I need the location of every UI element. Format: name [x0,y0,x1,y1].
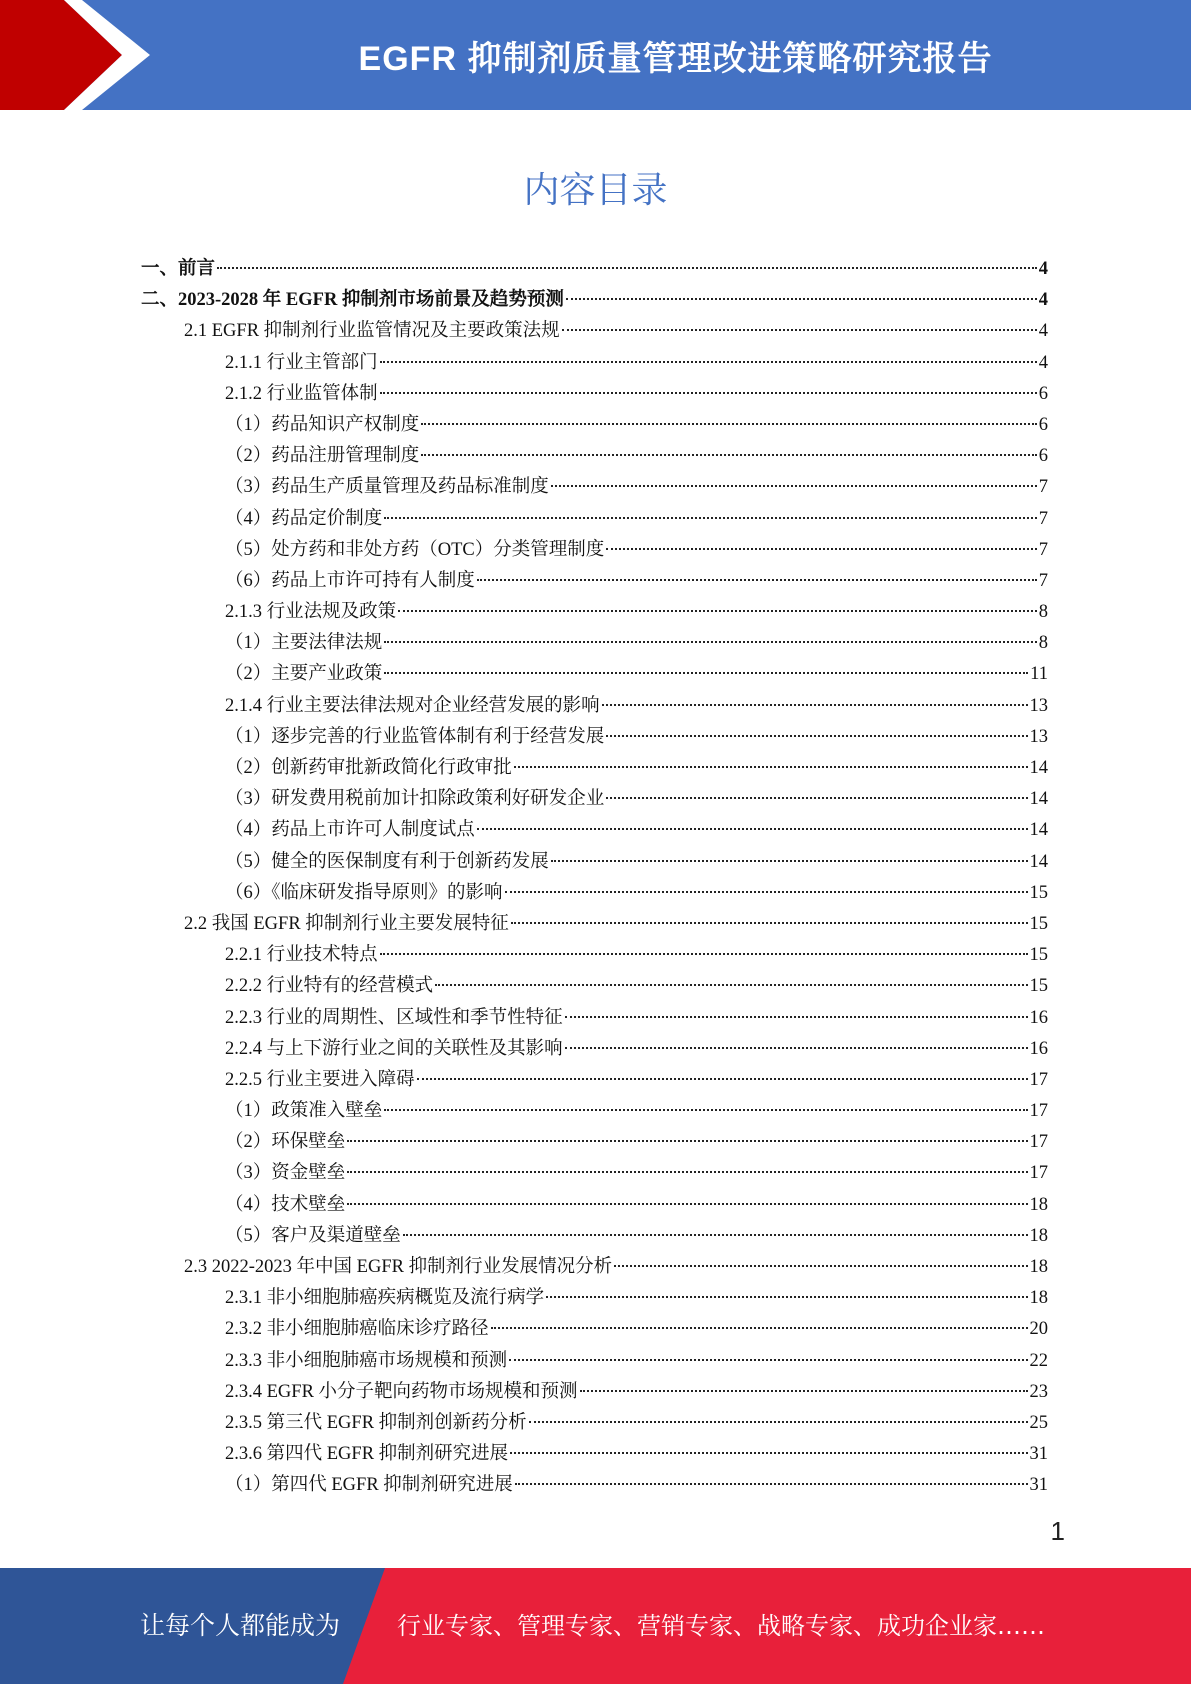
toc-dot-leader [477,828,1028,830]
toc-entry[interactable] [141,659,1048,690]
toc-dot-leader [566,298,1037,300]
toc-entry-label: 2.3.4 EGFR 小分子靶向药物市场规模和预测 [225,1381,578,1402]
toc-entry-page: 15 [1029,882,1048,903]
toc-dot-leader [403,1234,1028,1236]
toc-entry-label: （3）药品生产质量管理及药品标准制度 [225,477,549,498]
toc-dot-leader [398,610,1037,612]
toc-dot-leader [514,766,1028,768]
toc-entry[interactable] [141,379,1048,410]
toc-entry-label: （3）研发费用税前加计扣除政策利好研发企业 [225,789,605,810]
toc-entry-label: 2.2.3 行业的周期性、区域性和季节性特征 [225,1007,563,1028]
toc-entry[interactable] [141,1377,1048,1408]
toc-entry-page: 14 [1029,758,1048,778]
toc-entry-page: 16 [1029,1038,1048,1059]
toc-dot-leader [435,984,1027,986]
toc-entry-label: （4）药品定价制度 [225,508,383,529]
toc-entry[interactable] [141,316,1048,347]
toc-dot-leader [565,1016,1028,1018]
toc-entry-page: 17 [1029,1069,1048,1090]
toc-entry[interactable] [141,1470,1048,1501]
toc-entry-label: 2.1 EGFR 抑制剂行业监管情况及主要政策法规 [184,321,560,342]
toc-entry[interactable] [141,1003,1048,1034]
toc-entry-page: 15 [1029,976,1048,997]
toc-entry-page: 6 [1038,446,1048,467]
toc-entry-page: 6 [1038,383,1048,404]
toc-entry-page: 15 [1029,913,1048,934]
toc-entry-label: （1）逐步完善的行业监管体制有利于经营发展 [225,726,605,747]
toc-entry-page: 4 [1038,352,1048,373]
toc-entry-label: 2.2 我国 EGFR 抑制剂行业主要发展特征 [184,913,509,934]
toc-dot-leader [602,704,1028,706]
toc-entry-label: 一、前言 [141,259,216,279]
toc-dot-leader [347,1171,1027,1173]
toc-dot-leader [380,953,1028,955]
toc-entry[interactable] [141,1096,1048,1127]
toc-dot-leader [529,1421,1028,1423]
toc-entry[interactable] [141,1034,1048,1065]
toc-entry[interactable] [141,566,1048,597]
toc-dot-leader [384,672,1028,674]
toc-dot-leader [606,548,1036,550]
toc-dot-leader [421,454,1036,456]
toc-entry[interactable] [141,1158,1048,1189]
toc-dot-leader [384,1109,1027,1111]
toc-entry-page: 4 [1038,321,1048,342]
toc-dot-leader [384,517,1036,519]
footer-slogan-right: 行业专家、管理专家、营销专家、战略专家、成功企业家…… [397,1612,1045,1640]
toc-dot-leader [515,1483,1028,1485]
toc-entry-label: （4）药品上市许可人制度试点 [225,820,475,841]
toc-entry[interactable] [141,628,1048,659]
toc-entry-page: 17 [1029,1101,1048,1122]
toc-dot-leader [551,485,1037,487]
toc-entry-label: （1）第四代 EGFR 抑制剂研究进展 [225,1475,513,1496]
report-title: EGFR 抑制剂质量管理改进策略研究报告 [358,39,993,78]
toc-dot-leader [546,1296,1027,1298]
toc-dot-leader [551,860,1028,862]
toc-entry-label: 2.3 2022-2023 年中国 EGFR 抑制剂行业发展情况分析 [184,1257,613,1277]
toc-entry[interactable] [141,722,1048,753]
toc-entry[interactable] [141,1314,1048,1345]
toc-entry-page: 13 [1029,695,1048,716]
toc-entry[interactable] [141,441,1048,472]
toc-entry-page: 18 [1029,1194,1048,1215]
page-footer [0,1568,1191,1684]
toc-entry[interactable] [141,472,1048,503]
toc-entry-page: 22 [1029,1350,1048,1371]
toc-entry-page: 7 [1038,508,1048,529]
toc-dot-leader [421,423,1036,425]
toc-entry-page: 18 [1029,1257,1048,1277]
toc-entry[interactable] [141,1252,1048,1283]
toc-entry-label: （1）政策准入壁垒 [225,1101,383,1122]
toc-entry-label: （5）处方药和非处方药（OTC）分类管理制度 [225,539,605,560]
toc-dot-leader [477,579,1037,581]
toc-entry[interactable] [141,410,1048,441]
toc-entry-label: 2.1.2 行业监管体制 [225,383,378,404]
toc-entry[interactable] [141,1408,1048,1439]
toc-entry-label: 2.3.2 非小细胞肺癌临床诊疗路径 [225,1319,489,1340]
toc-entry[interactable] [141,971,1048,1002]
toc-entry[interactable] [141,691,1048,722]
toc-entry[interactable] [141,597,1048,628]
toc-entry-page: 23 [1029,1381,1048,1402]
toc-entry-page: 14 [1029,851,1048,872]
toc-dot-leader [217,267,1037,269]
toc-entry-label: 2.2.2 行业特有的经营模式 [225,976,434,997]
toc-entry[interactable] [141,348,1048,379]
toc-entry[interactable] [141,1065,1048,1096]
toc-entry-label: 2.1.4 行业主要法律法规对企业经营发展的影响 [225,695,600,716]
toc-entry-label: （5）健全的医保制度有利于创新药发展 [225,851,549,872]
toc-entry-label: （1）药品知识产权制度 [225,414,420,435]
toc-entry-label: （2）创新药审批新政简化行政审批 [225,758,512,778]
toc-dot-leader [614,1265,1027,1267]
toc-entry-label: （2）环保壁垒 [225,1132,346,1153]
toc-dot-leader [580,1390,1028,1392]
toc-entry-page: 25 [1029,1412,1048,1433]
toc-entry-page: 20 [1029,1319,1048,1340]
toc-entry[interactable] [141,815,1048,846]
toc-entry-label: （1）主要法律法规 [225,633,383,654]
toc-entry-label: 2.3.3 非小细胞肺癌市场规模和预测 [225,1350,508,1371]
toc-entry[interactable] [141,285,1048,316]
toc-entry-page: 16 [1029,1007,1048,1028]
toc-entry-page: 31 [1029,1475,1048,1496]
toc-entry-page: 13 [1029,726,1048,747]
toc-entry[interactable] [141,847,1048,878]
toc-dot-leader [606,735,1027,737]
toc-entry-label: 2.2.4 与上下游行业之间的关联性及其影响 [225,1038,563,1059]
toc-dot-leader [510,1452,1027,1454]
toc-entry-page: 7 [1038,477,1048,498]
toc-entry[interactable] [141,909,1048,940]
toc-dot-leader [505,891,1028,893]
page-header [0,0,1191,110]
toc-dot-leader [380,392,1037,394]
toc-entry[interactable] [141,254,1048,285]
toc-entry[interactable] [141,1221,1048,1252]
toc-entry-page: 11 [1030,664,1048,685]
toc-entry-label: 2.3.5 第三代 EGFR 抑制剂创新药分析 [225,1412,527,1433]
toc-dot-leader [347,1140,1027,1142]
toc-entry-page: 15 [1029,945,1048,966]
toc-entry-page: 17 [1029,1163,1048,1184]
toc-entry-label: 2.1.3 行业法规及政策 [225,602,397,623]
toc-dot-leader [380,361,1037,363]
toc-dot-leader [509,1359,1027,1361]
toc-entry-label: （2）药品注册管理制度 [225,446,420,467]
toc-entry[interactable] [141,1127,1048,1158]
toc-entry[interactable] [141,504,1048,535]
toc-entry-label: （6）《临床研发指导原则》的影响 [225,882,503,903]
toc-entry-label: （4）技术壁垒 [225,1194,346,1215]
toc-entry-label: 2.3.6 第四代 EGFR 抑制剂研究进展 [225,1444,509,1465]
table-of-contents [141,254,1048,1502]
toc-dot-leader [417,1078,1028,1080]
toc-dot-leader [347,1203,1027,1205]
toc-entry-page: 18 [1029,1288,1048,1309]
toc-entry-page: 8 [1038,602,1048,623]
toc-entry-label: （6）药品上市许可持有人制度 [225,570,475,591]
page-number: 1 [1050,1516,1065,1546]
toc-entry-page: 4 [1038,259,1048,279]
toc-dot-leader [511,922,1028,924]
toc-entry-page: 18 [1029,1225,1048,1246]
toc-entry[interactable] [141,1346,1048,1377]
toc-heading: 内容目录 [523,170,668,211]
toc-entry[interactable] [141,1283,1048,1314]
toc-dot-leader [491,1327,1028,1329]
toc-entry-page: 17 [1029,1132,1048,1153]
toc-entry[interactable] [141,1190,1048,1221]
toc-entry-label: （5）客户及渠道壁垒 [225,1225,401,1246]
toc-entry-label: （3）资金壁垒 [225,1163,346,1184]
toc-dot-leader [384,641,1036,643]
toc-entry[interactable] [141,878,1048,909]
toc-entry-page: 4 [1038,290,1048,311]
toc-entry-page: 31 [1029,1444,1048,1465]
toc-entry-label: （2）主要产业政策 [225,664,383,685]
toc-entry-label: 2.3.1 非小细胞肺癌疾病概览及流行病学 [225,1288,545,1309]
toc-entry-label: 二、2023-2028 年 EGFR 抑制剂市场前景及趋势预测 [141,290,564,311]
toc-entry[interactable] [141,1439,1048,1470]
toc-entry-page: 6 [1038,414,1048,435]
toc-dot-leader [565,1047,1028,1049]
toc-entry-page: 14 [1029,820,1048,841]
footer-slogan-left: 让每个人都能成为 [140,1611,341,1640]
toc-entry[interactable] [141,753,1048,784]
toc-entry-label: 2.1.1 行业主管部门 [225,352,378,373]
toc-entry[interactable] [141,784,1048,815]
toc-entry-page: 14 [1029,789,1048,810]
toc-entry-page: 7 [1038,570,1048,591]
header-arrow-icon [0,0,160,110]
toc-dot-leader [562,329,1037,331]
toc-entry[interactable] [141,940,1048,971]
toc-entry-label: 2.2.5 行业主要进入障碍 [225,1069,415,1090]
toc-dot-leader [606,797,1027,799]
toc-entry-page: 7 [1038,539,1048,560]
toc-entry[interactable] [141,535,1048,566]
toc-entry-page: 8 [1038,633,1048,654]
toc-entry-label: 2.2.1 行业技术特点 [225,945,378,966]
